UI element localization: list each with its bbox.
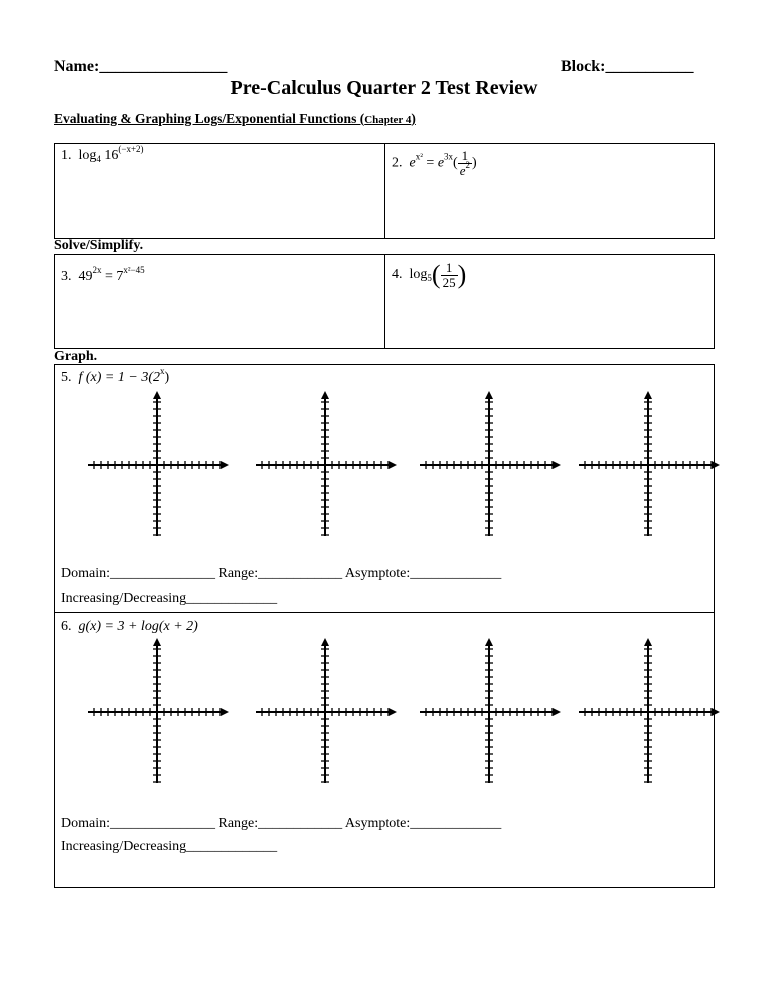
problem-number: 6. bbox=[61, 619, 72, 634]
fraction bbox=[458, 149, 472, 177]
problem-4: 4. $\log_5$( $\frac{1}{25}$ ) bbox=[392, 259, 467, 290]
range-field[interactable]: Range:____________ bbox=[218, 566, 343, 581]
answer-line-row bbox=[61, 566, 501, 582]
section-heading bbox=[54, 111, 416, 127]
name-field-label[interactable]: Name:________________ bbox=[54, 58, 228, 75]
rhs-base: e bbox=[437, 155, 445, 171]
coordinate-axes-icon[interactable] bbox=[416, 637, 562, 787]
coordinate-axes-icon[interactable] bbox=[575, 637, 721, 787]
problem-divider bbox=[54, 612, 715, 613]
lhs-exponent: x² bbox=[415, 151, 423, 162]
problem-1 bbox=[61, 144, 144, 164]
coordinate-axes-icon[interactable] bbox=[252, 390, 398, 540]
problem-2: 2. $e^{x^2} = e^{3x}$( $\frac{1}{e^2}$ ) bbox=[392, 148, 477, 178]
rhs-exponent: 3x bbox=[444, 151, 454, 162]
graph-heading: Graph. bbox=[54, 349, 98, 364]
incdec-field[interactable]: Increasing/Decreasing_____________ bbox=[61, 591, 278, 606]
close-paren: ) bbox=[164, 370, 170, 385]
page-title: Pre-Calculus Quarter 2 Test Review bbox=[230, 77, 538, 99]
coordinate-axes-icon[interactable] bbox=[416, 390, 562, 540]
fraction bbox=[441, 261, 458, 289]
problem-3 bbox=[61, 265, 145, 285]
coordinate-axes-icon[interactable] bbox=[252, 637, 398, 787]
problem-number: 2. bbox=[392, 155, 403, 171]
exponent: x bbox=[159, 366, 165, 376]
section-heading-text: Evaluating & Graphing Logs/Exponential Functions ( bbox=[54, 111, 365, 126]
rhs-exponent: x²−45 bbox=[123, 265, 145, 275]
cell-divider bbox=[384, 143, 385, 239]
problem-5 bbox=[61, 366, 170, 386]
function-text: f (x) = 1 − 3(2 bbox=[78, 370, 160, 385]
lhs-base: e bbox=[409, 155, 416, 171]
denominator-exponent: 2 bbox=[465, 159, 470, 170]
problem-6 bbox=[61, 619, 198, 635]
fraction-numerator: 1 bbox=[458, 149, 472, 164]
lhs-exponent: 2x bbox=[92, 265, 102, 275]
domain-field[interactable]: Domain:_______________ bbox=[61, 566, 215, 581]
solve-heading: Solve/Simplify. bbox=[54, 238, 144, 253]
equals-sign: = bbox=[105, 269, 113, 284]
log-text: log bbox=[78, 148, 97, 163]
coordinate-axes-icon[interactable] bbox=[575, 390, 721, 540]
log-base: 5 bbox=[427, 273, 432, 284]
rhs-base: 7 bbox=[116, 269, 124, 284]
asymptote-field[interactable]: Asymptote:_____________ bbox=[344, 566, 502, 581]
log-argument: 16 bbox=[104, 148, 119, 163]
fraction-numerator: 1 bbox=[441, 261, 458, 276]
fraction-denominator bbox=[458, 159, 472, 178]
problem-number: 1. bbox=[61, 148, 72, 163]
function-text: g(x) = 3 + log(x + 2) bbox=[78, 619, 198, 634]
equals-sign: = bbox=[426, 155, 435, 171]
fraction-denominator: 25 bbox=[442, 274, 456, 290]
log-base: 4 bbox=[96, 154, 101, 164]
asymptote-field[interactable]: Asymptote:_____________ bbox=[344, 816, 502, 831]
problem-number: 5. bbox=[61, 370, 72, 385]
domain-field[interactable]: Domain:_______________ bbox=[61, 816, 215, 831]
coordinate-axes-icon[interactable] bbox=[84, 637, 230, 787]
section-heading-close: ) bbox=[411, 111, 416, 126]
exponent: (−x+2) bbox=[118, 144, 144, 154]
denominator-base: e bbox=[459, 162, 466, 178]
cell-divider bbox=[384, 254, 385, 349]
answer-line-row bbox=[61, 816, 501, 832]
range-field[interactable]: Range:____________ bbox=[218, 816, 343, 831]
block-field-label[interactable]: Block:___________ bbox=[561, 58, 694, 75]
coordinate-axes-icon[interactable] bbox=[84, 390, 230, 540]
section-heading-chapter: Chapter 4 bbox=[364, 114, 412, 126]
lhs-base: 49 bbox=[78, 269, 93, 284]
incdec-field[interactable]: Increasing/Decreasing_____________ bbox=[61, 839, 278, 854]
log-text: log bbox=[409, 267, 428, 283]
problem-number: 4. bbox=[392, 267, 403, 283]
problem-number: 3. bbox=[61, 269, 72, 284]
